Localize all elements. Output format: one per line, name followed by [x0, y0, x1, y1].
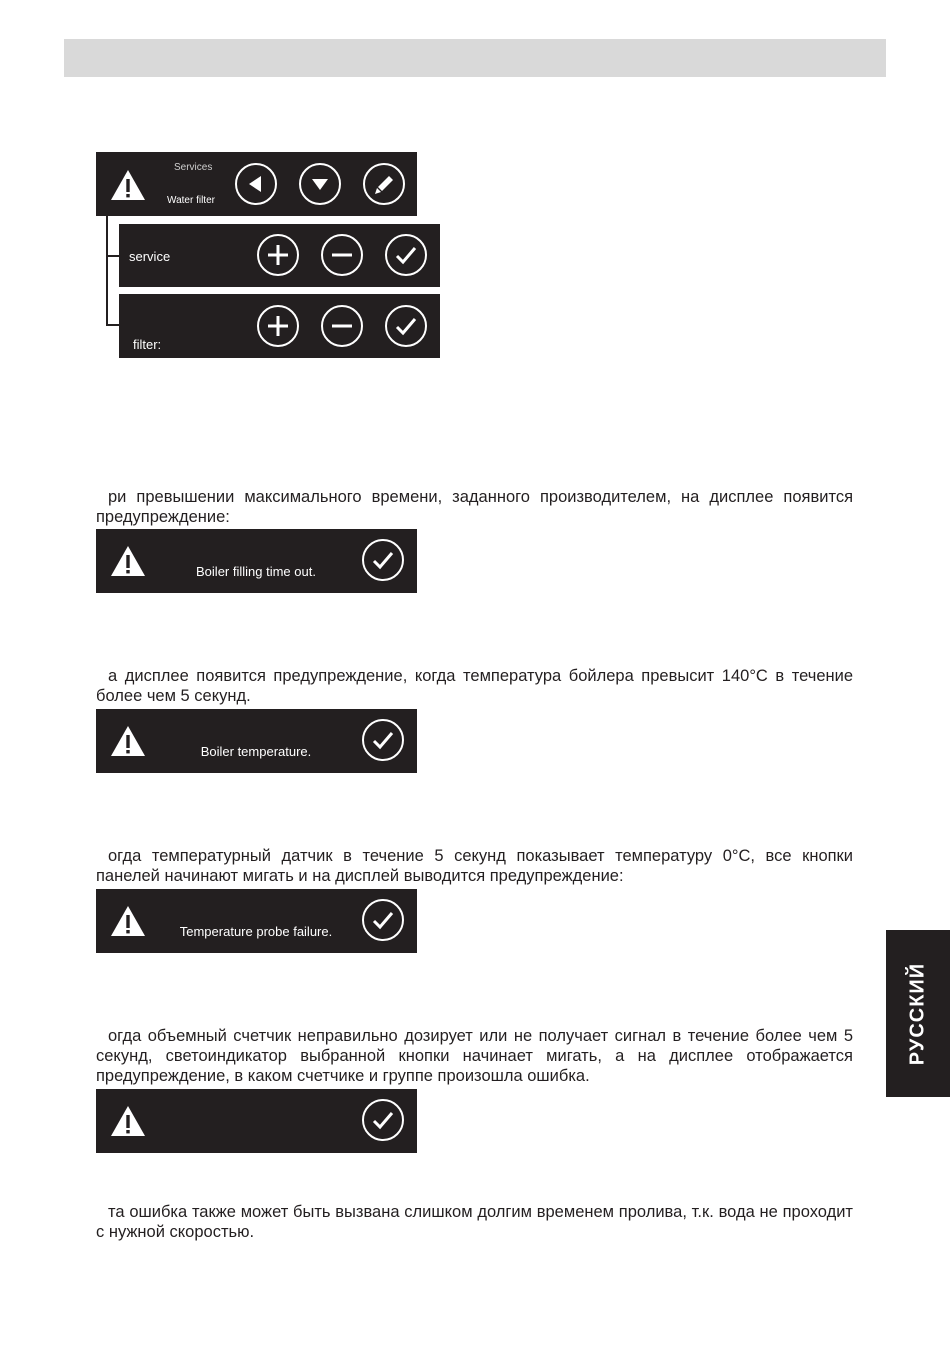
plus-icon: [259, 307, 297, 345]
alert-message: Boiler filling time out.: [196, 564, 316, 579]
alert-confirm-button[interactable]: [362, 719, 404, 761]
paragraph-slow-flow: та ошибка также может быть вызвана слишком долгим временем пролива, т.к. вода не проходит с нужной скоростью.: [96, 1203, 853, 1241]
language-tab: [886, 930, 950, 1097]
filter-minus-button[interactable]: [321, 305, 363, 347]
alert-message: Temperature probe failure.: [179, 924, 333, 939]
alert-confirm-button[interactable]: [362, 1099, 404, 1141]
warning-icon: [110, 905, 146, 937]
down-button[interactable]: [299, 163, 341, 205]
arrow-left-icon: [237, 165, 275, 203]
filter-label: filter:: [133, 337, 162, 352]
tree-connector-branch-2: [106, 324, 119, 326]
warning-icon: [110, 545, 146, 577]
service-confirm-button[interactable]: [385, 234, 427, 276]
check-icon: [364, 1101, 402, 1139]
warning-icon: [110, 725, 146, 757]
filter-row: [119, 294, 440, 358]
check-icon: [364, 901, 402, 939]
tree-connector-vertical: [106, 216, 108, 326]
check-icon: [387, 236, 425, 274]
warning-icon: [110, 169, 146, 201]
minus-icon: [323, 307, 361, 345]
alert-confirm-button[interactable]: [362, 899, 404, 941]
paragraph-probe-failure: огда температурный датчик в течение 5 секунд показывает температуру 0°C, все кнопки панелей начинают мигать и на дисплей выводится предупреждение:: [96, 847, 853, 885]
minus-icon: [323, 236, 361, 274]
pencil-icon: [365, 165, 403, 203]
alert-boiler-temperature: [96, 709, 417, 773]
water-filter-label: Water filter: [167, 195, 215, 206]
alert-boiler-filling: [96, 529, 417, 593]
service-minus-button[interactable]: [321, 234, 363, 276]
alert-confirm-button[interactable]: [362, 539, 404, 581]
alert-volumetric-counter: [96, 1089, 417, 1153]
header-bar: [64, 39, 886, 77]
services-panel: [96, 152, 417, 216]
alert-message: Boiler temperature.: [200, 744, 312, 759]
check-icon: [364, 541, 402, 579]
check-icon: [387, 307, 425, 345]
service-plus-button[interactable]: [257, 234, 299, 276]
filter-confirm-button[interactable]: [385, 305, 427, 347]
back-button[interactable]: [235, 163, 277, 205]
arrow-down-icon: [301, 165, 339, 203]
check-icon: [364, 721, 402, 759]
tree-connector-branch-1: [106, 255, 119, 257]
warning-icon: [110, 1105, 146, 1137]
paragraph-volumetric-counter: огда объемный счетчик неправильно дозирует или не получает сигнал в течение более чем 5 секунд, светоиндикатор выбранной кнопки начинает мигать, а на дисплее отображается предупреждение, в каком счетчике и группе произошла ошибка.: [96, 1027, 853, 1085]
service-label: service: [129, 249, 171, 264]
plus-icon: [259, 236, 297, 274]
edit-button[interactable]: [363, 163, 405, 205]
services-label: Services: [174, 162, 213, 173]
paragraph-boiler-filling: ри превышении максимального времени, заданного производителем, на дисплее появится предупреждение:: [96, 488, 853, 526]
alert-probe-failure: [96, 889, 417, 953]
service-row: [119, 224, 440, 287]
paragraph-boiler-temperature: а дисплее появится предупреждение, когда температура бойлера превысит 140°C в течение более чем 5 секунд.: [96, 667, 853, 705]
language-tab-label: РУССКИЙ: [906, 962, 929, 1065]
filter-plus-button[interactable]: [257, 305, 299, 347]
